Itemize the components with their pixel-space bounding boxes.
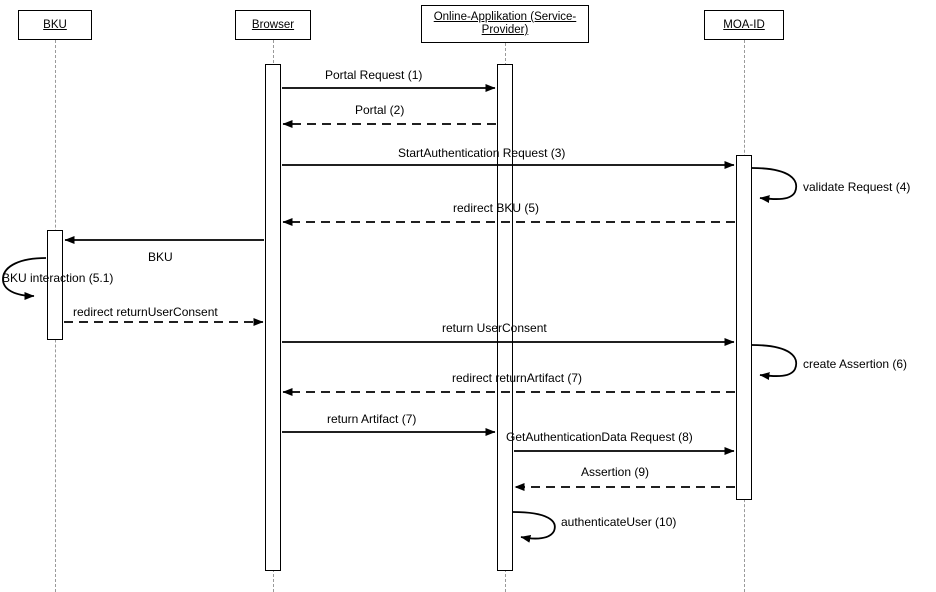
message-label-bku-interaction: BKU interaction (5.1) <box>2 271 114 285</box>
actor-label-moa-id: MOA-ID <box>723 18 765 31</box>
message-label-portal: Portal (2) <box>355 103 405 117</box>
message-label-assertion: Assertion (9) <box>581 465 650 479</box>
activation-bar-bku <box>47 230 63 340</box>
message-label-getauthenticationdata-request: GetAuthenticationData Request (8) <box>506 430 693 444</box>
message-label-create-assertion: create Assertion (6) <box>803 357 908 371</box>
message-label-bku: BKU <box>148 250 173 264</box>
message-label-redirect-bku: redirect BKU (5) <box>453 201 540 215</box>
message-label-return-artifact: return Artifact (7) <box>327 412 417 426</box>
message-label-redirect-returnartifact: redirect returnArtifact (7) <box>452 371 583 385</box>
message-label-return-userconsent: return UserConsent <box>442 321 547 335</box>
message-label-portal-request: Portal Request (1) <box>325 68 423 82</box>
message-label-startauthentication-request: StartAuthentication Request (3) <box>398 146 566 160</box>
message-label-authenticateuser: authenticateUser (10) <box>561 515 677 529</box>
actor-box-moa-id[interactable] <box>704 10 784 40</box>
actor-box-browser[interactable] <box>235 10 311 40</box>
actor-label-bku: BKU <box>43 18 67 31</box>
message-label-validate-request: validate Request (4) <box>803 180 911 194</box>
activation-bar-browser <box>265 64 281 571</box>
actor-label-browser: Browser <box>251 18 295 31</box>
actor-box-online-applikation[interactable] <box>421 5 589 43</box>
message-label-redirect-returnuserconsent: redirect returnUserConsent <box>73 305 218 319</box>
actor-label-online-applikation: Online-Applikation (Service-Provider) <box>433 11 577 36</box>
actor-box-bku[interactable] <box>18 10 92 40</box>
activation-bar-moaid <box>736 155 752 500</box>
activation-bar-sp <box>497 64 513 571</box>
